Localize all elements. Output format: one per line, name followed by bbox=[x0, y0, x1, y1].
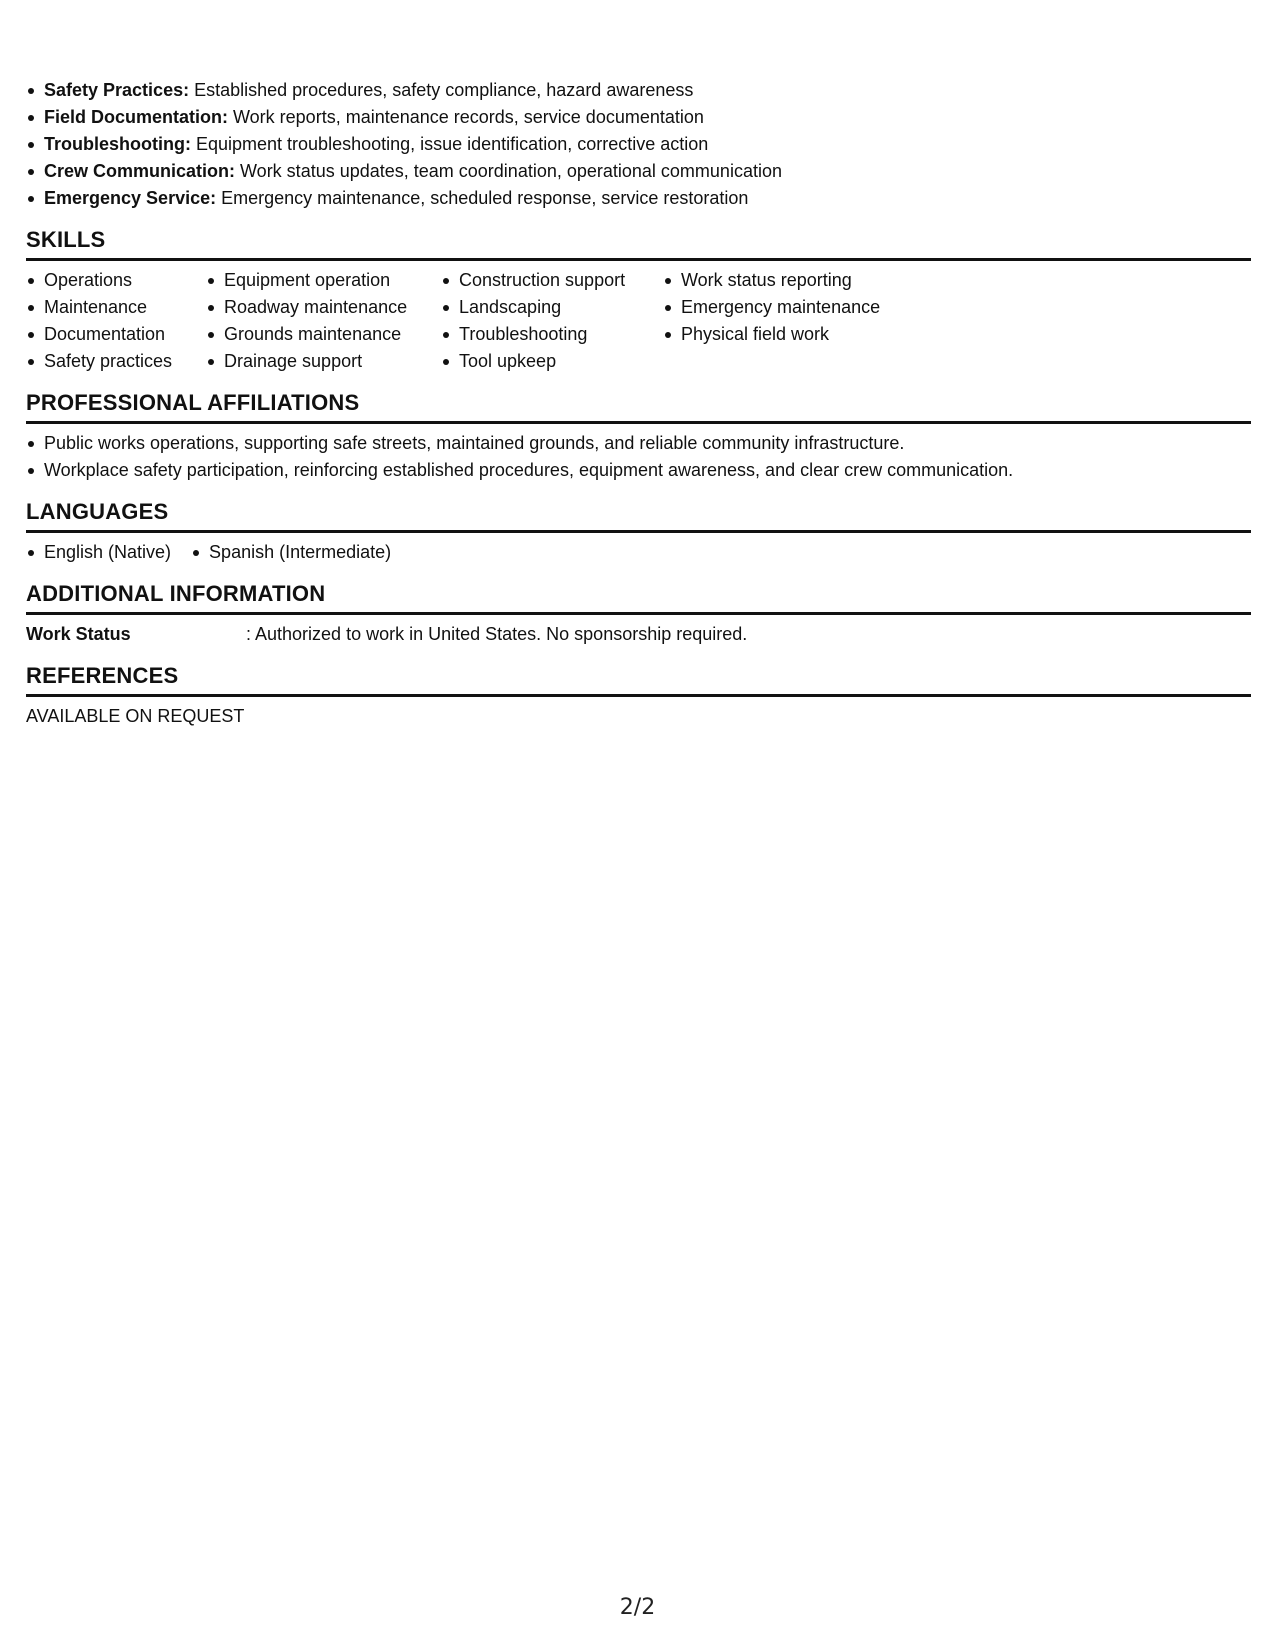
competency-detail: Emergency maintenance, scheduled response, service restoration bbox=[216, 188, 749, 208]
competency-term: Emergency Service: bbox=[44, 188, 217, 208]
affiliation-item: Workplace safety participation, reinforcing established procedures, equipment awareness, and clear crew communication. bbox=[26, 457, 1251, 484]
references-heading: REFERENCES bbox=[26, 662, 1251, 697]
skill-item: Safety practices bbox=[26, 348, 206, 375]
work-status-label: Work Status bbox=[26, 624, 131, 644]
skill-item: Grounds maintenance bbox=[206, 321, 441, 348]
resume-page bbox=[26, 77, 1251, 730]
skill-item: Operations bbox=[26, 267, 206, 294]
competency-detail: Equipment troubleshooting, issue identification, corrective action bbox=[190, 134, 709, 154]
skill-item: Physical field work bbox=[663, 321, 903, 348]
affiliations-heading: PROFESSIONAL AFFILIATIONS bbox=[26, 389, 1251, 424]
skills-column bbox=[663, 267, 903, 375]
skill-item: Emergency maintenance bbox=[663, 294, 903, 321]
languages-section bbox=[26, 498, 1251, 566]
skill-item: Equipment operation bbox=[206, 267, 441, 294]
work-status-value: : Authorized to work in United States. No sponsorship required. bbox=[246, 624, 748, 644]
competency-item bbox=[26, 185, 1251, 212]
work-status-row bbox=[26, 621, 1251, 648]
affiliations-list bbox=[26, 430, 1251, 484]
languages-row bbox=[26, 539, 1251, 566]
competency-detail: Work reports, maintenance records, service documentation bbox=[228, 107, 704, 127]
languages-heading: LANGUAGES bbox=[26, 498, 1251, 533]
languages-list bbox=[26, 539, 411, 566]
skills-section bbox=[26, 226, 1251, 375]
competency-term: Field Documentation: bbox=[44, 107, 228, 127]
page-number: 2/2 bbox=[619, 1595, 656, 1620]
skill-item: Tool upkeep bbox=[441, 348, 663, 375]
competencies-list bbox=[26, 77, 1251, 212]
skill-item: Construction support bbox=[441, 267, 663, 294]
competency-term: Crew Communication: bbox=[44, 161, 236, 181]
additional-info-heading: ADDITIONAL INFORMATION bbox=[26, 580, 1251, 615]
competency-term: Troubleshooting: bbox=[44, 134, 191, 154]
competency-item bbox=[26, 158, 1251, 185]
skill-item: Roadway maintenance bbox=[206, 294, 441, 321]
skills-column bbox=[206, 267, 441, 375]
skill-item: Maintenance bbox=[26, 294, 206, 321]
skill-item: Drainage support bbox=[206, 348, 441, 375]
competency-item bbox=[26, 77, 1251, 104]
affiliations-section bbox=[26, 389, 1251, 484]
skills-heading: SKILLS bbox=[26, 226, 1251, 261]
affiliation-item: Public works operations, supporting safe streets, maintained grounds, and reliable community infrastructure. bbox=[26, 430, 1251, 457]
skills-column bbox=[441, 267, 663, 375]
skill-item: Work status reporting bbox=[663, 267, 903, 294]
competency-item bbox=[26, 131, 1251, 158]
competency-item bbox=[26, 104, 1251, 131]
skills-column bbox=[26, 267, 206, 375]
additional-info-section bbox=[26, 580, 1251, 648]
skill-item: Landscaping bbox=[441, 294, 663, 321]
skill-item: Documentation bbox=[26, 321, 206, 348]
skills-grid bbox=[26, 267, 1251, 375]
skill-item: Troubleshooting bbox=[441, 321, 663, 348]
competency-term: Safety Practices: bbox=[44, 80, 190, 100]
language-item: English (Native) bbox=[26, 539, 171, 566]
language-item: Spanish (Intermediate) bbox=[191, 539, 391, 566]
competency-detail: Work status updates, team coordination, operational communication bbox=[235, 161, 782, 181]
references-section bbox=[26, 662, 1251, 730]
competency-detail: Established procedures, safety compliance, hazard awareness bbox=[189, 80, 694, 100]
references-text: AVAILABLE ON REQUEST bbox=[26, 706, 245, 726]
